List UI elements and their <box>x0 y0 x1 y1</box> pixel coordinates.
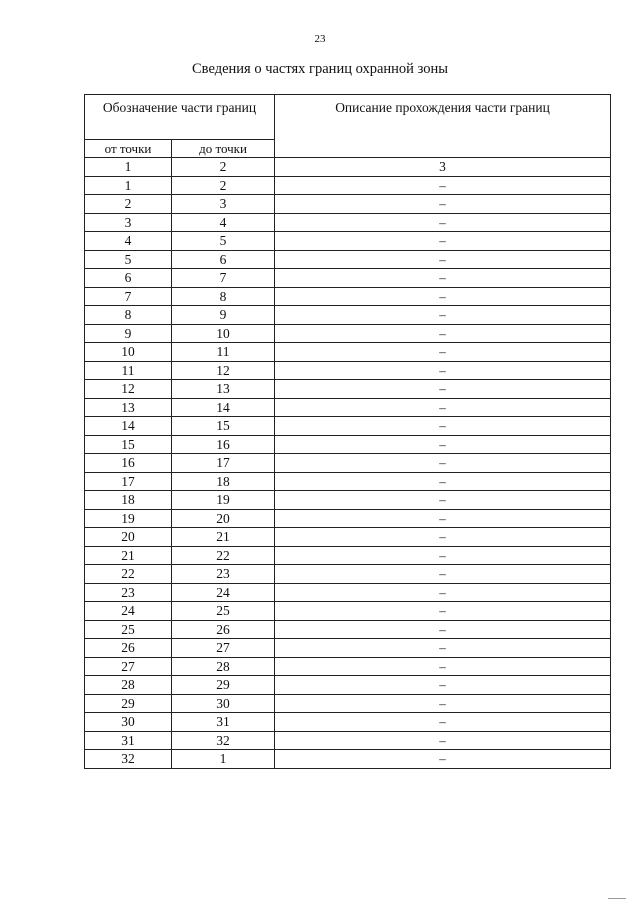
description-cell: – <box>275 232 611 251</box>
from-point-cell: 25 <box>85 620 172 639</box>
description-cell: – <box>275 694 611 713</box>
from-point-cell: 3 <box>85 213 172 232</box>
description-cell: – <box>275 343 611 362</box>
to-point-cell: 14 <box>172 398 275 417</box>
to-point-cell: 13 <box>172 380 275 399</box>
table-row <box>85 750 611 769</box>
table-row <box>85 491 611 510</box>
description-cell: – <box>275 731 611 750</box>
page-number: 23 <box>314 33 326 45</box>
from-point-cell: 7 <box>85 287 172 306</box>
table-row <box>85 176 611 195</box>
to-point-cell: 32 <box>172 731 275 750</box>
table-row <box>85 435 611 454</box>
table-row <box>85 324 611 343</box>
from-point-cell: 6 <box>85 269 172 288</box>
table-row <box>85 232 611 251</box>
to-point-cell: 3 <box>172 195 275 214</box>
description-cell: – <box>275 657 611 676</box>
from-point-cell: 12 <box>85 380 172 399</box>
description-cell: – <box>275 565 611 584</box>
to-point-cell: 4 <box>172 213 275 232</box>
to-point-cell: 7 <box>172 269 275 288</box>
table-row <box>85 380 611 399</box>
to-point-cell: 22 <box>172 546 275 565</box>
column-number-1: 1 <box>85 158 172 177</box>
table-row <box>85 657 611 676</box>
to-point-cell: 25 <box>172 602 275 621</box>
to-point-cell: 17 <box>172 454 275 473</box>
table-row <box>85 620 611 639</box>
from-point-cell: 32 <box>85 750 172 769</box>
to-point-cell: 27 <box>172 639 275 658</box>
to-point-cell: 28 <box>172 657 275 676</box>
to-point-header: до точки <box>172 140 275 158</box>
from-point-cell: 1 <box>85 176 172 195</box>
from-point-cell: 19 <box>85 509 172 528</box>
description-cell: – <box>275 602 611 621</box>
to-point-cell: 18 <box>172 472 275 491</box>
description-cell: – <box>275 620 611 639</box>
from-point-cell: 31 <box>85 731 172 750</box>
table-row <box>85 694 611 713</box>
from-point-cell: 10 <box>85 343 172 362</box>
table-row <box>85 213 611 232</box>
to-point-cell: 5 <box>172 232 275 251</box>
column-number-2: 2 <box>172 158 275 177</box>
from-point-cell: 20 <box>85 528 172 547</box>
from-point-cell: 26 <box>85 639 172 658</box>
from-point-cell: 24 <box>85 602 172 621</box>
description-cell: – <box>275 583 611 602</box>
table-row <box>85 287 611 306</box>
table-row <box>85 472 611 491</box>
to-point-cell: 24 <box>172 583 275 602</box>
corner-mark <box>608 898 626 899</box>
table-row <box>85 583 611 602</box>
table-row <box>85 250 611 269</box>
from-point-cell: 13 <box>85 398 172 417</box>
from-point-cell: 30 <box>85 713 172 732</box>
from-point-cell: 29 <box>85 694 172 713</box>
from-point-cell: 9 <box>85 324 172 343</box>
from-point-cell: 14 <box>85 417 172 436</box>
table-row <box>85 731 611 750</box>
description-cell: – <box>275 509 611 528</box>
to-point-cell: 19 <box>172 491 275 510</box>
table-row <box>85 361 611 380</box>
description-cell: – <box>275 176 611 195</box>
table-row <box>85 269 611 288</box>
table-row <box>85 676 611 695</box>
description-cell: – <box>275 491 611 510</box>
column-number-3: 3 <box>275 158 611 177</box>
from-point-cell: 17 <box>85 472 172 491</box>
table-row <box>85 509 611 528</box>
boundary-parts-table <box>84 94 611 769</box>
to-point-cell: 29 <box>172 676 275 695</box>
table-row <box>85 528 611 547</box>
to-point-cell: 21 <box>172 528 275 547</box>
table-row <box>85 602 611 621</box>
description-cell: – <box>275 324 611 343</box>
from-point-cell: 16 <box>85 454 172 473</box>
table-row <box>85 454 611 473</box>
from-point-cell: 21 <box>85 546 172 565</box>
to-point-cell: 16 <box>172 435 275 454</box>
description-cell: – <box>275 546 611 565</box>
description-header: Описание прохождения части границ <box>275 95 611 158</box>
from-point-cell: 5 <box>85 250 172 269</box>
to-point-cell: 31 <box>172 713 275 732</box>
description-cell: – <box>275 269 611 288</box>
description-cell: – <box>275 213 611 232</box>
description-cell: – <box>275 435 611 454</box>
description-cell: – <box>275 195 611 214</box>
description-cell: – <box>275 380 611 399</box>
from-point-cell: 2 <box>85 195 172 214</box>
description-cell: – <box>275 361 611 380</box>
to-point-cell: 20 <box>172 509 275 528</box>
from-point-cell: 15 <box>85 435 172 454</box>
description-cell: – <box>275 417 611 436</box>
from-point-cell: 8 <box>85 306 172 325</box>
to-point-cell: 10 <box>172 324 275 343</box>
from-point-cell: 11 <box>85 361 172 380</box>
description-cell: – <box>275 398 611 417</box>
to-point-cell: 8 <box>172 287 275 306</box>
to-point-cell: 2 <box>172 176 275 195</box>
description-cell: – <box>275 750 611 769</box>
table-row <box>85 639 611 658</box>
from-point-cell: 18 <box>85 491 172 510</box>
table-row <box>85 306 611 325</box>
description-cell: – <box>275 676 611 695</box>
from-point-cell: 4 <box>85 232 172 251</box>
table-row <box>85 195 611 214</box>
description-cell: – <box>275 639 611 658</box>
description-cell: – <box>275 306 611 325</box>
to-point-cell: 1 <box>172 750 275 769</box>
table-row <box>85 343 611 362</box>
description-cell: – <box>275 528 611 547</box>
table-body <box>85 176 611 768</box>
from-point-header: от точки <box>85 140 172 158</box>
to-point-cell: 12 <box>172 361 275 380</box>
description-cell: – <box>275 287 611 306</box>
table-row <box>85 713 611 732</box>
to-point-cell: 23 <box>172 565 275 584</box>
document-title: Сведения о частях границ охранной зоны <box>192 61 448 77</box>
table-row <box>85 398 611 417</box>
from-point-cell: 22 <box>85 565 172 584</box>
to-point-cell: 9 <box>172 306 275 325</box>
to-point-cell: 30 <box>172 694 275 713</box>
description-cell: – <box>275 472 611 491</box>
description-cell: – <box>275 250 611 269</box>
designation-header: Обозначение части границ <box>85 95 275 140</box>
from-point-cell: 23 <box>85 583 172 602</box>
description-cell: – <box>275 454 611 473</box>
table-row <box>85 565 611 584</box>
table-row <box>85 546 611 565</box>
to-point-cell: 15 <box>172 417 275 436</box>
to-point-cell: 6 <box>172 250 275 269</box>
from-point-cell: 27 <box>85 657 172 676</box>
table-row <box>85 417 611 436</box>
to-point-cell: 11 <box>172 343 275 362</box>
description-cell: – <box>275 713 611 732</box>
from-point-cell: 28 <box>85 676 172 695</box>
to-point-cell: 26 <box>172 620 275 639</box>
